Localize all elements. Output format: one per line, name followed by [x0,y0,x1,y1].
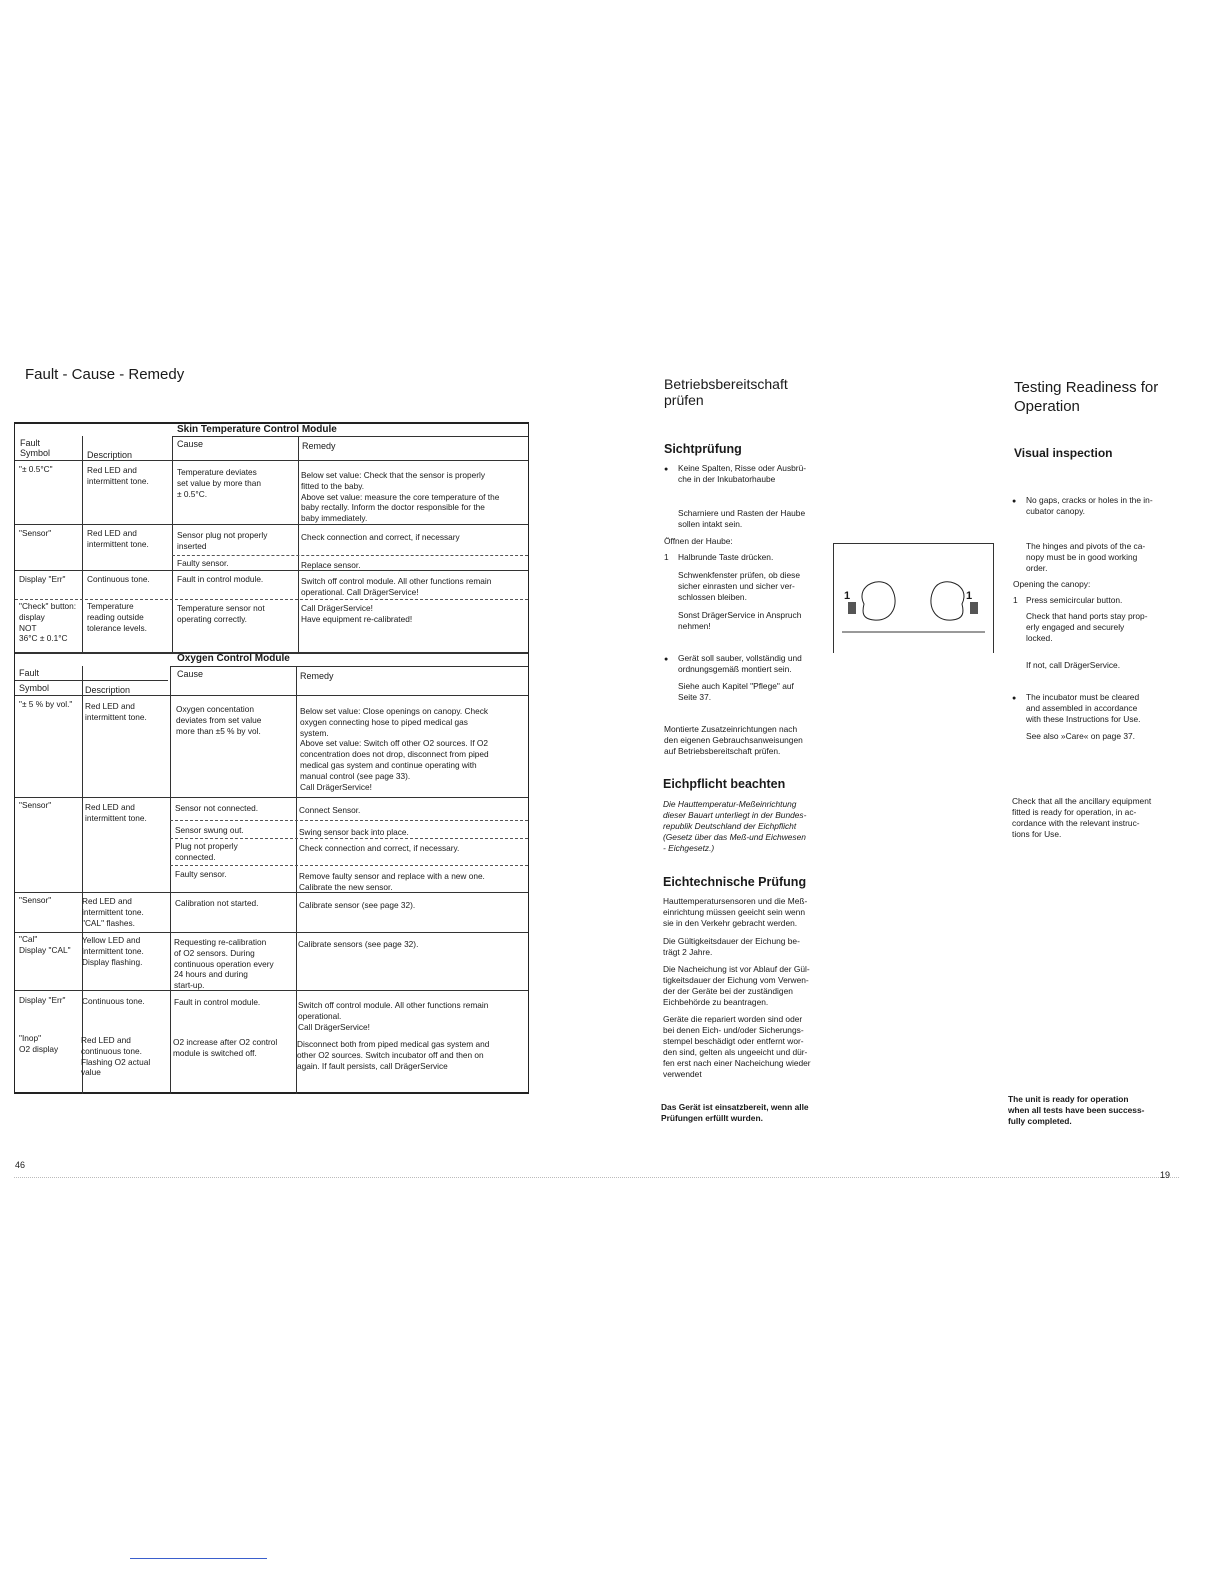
scan-dotted-line [14,1177,1179,1178]
oxygen-row-8-description: Continuous tone. [82,996,145,1006]
english-hinges-text: The hinges and pivots of the ca- nopy must be in good working order. [1026,541,1146,573]
oxygen-row-6-remedy: Calibrate sensor (see page 32). [299,900,416,910]
skin-row-1-remedy: Below set value: Check that the sensor is properly fitted to the baby. Above set value: measure the core temperature of the baby rectally. Inform the doctor responsible for the baby immediately. [301,470,500,524]
skin-row-2-description: Red LED and intermittent tone. [87,528,149,549]
hand-port-left-icon [862,582,895,620]
skin-row-4-cause: Fault in control module. [177,574,264,584]
english-step-1-check: Check that hand ports stay prop- erly engaged and securely locked. [1026,611,1148,643]
english-bullet-1: ● No gaps, cracks or holes in the in- cubator canopy. [1026,495,1153,517]
oxygen-row-9-remedy: Disconnect both from piped medical gas system and other O2 sources. Switch incubator off and then on again. If fault persists, call DrägerService [297,1039,490,1071]
oxygen-row-2-description: Red LED and intermittent tone. [85,802,147,823]
english-title: Testing Readiness for Operation [1014,379,1159,415]
right-page-number: 19 [1160,1170,1171,1180]
oxygen-row-6-description: Red LED and intermittent tone. "CAL" flashes. [82,896,144,928]
header-remedy: Remedy [302,441,336,451]
skin-row-1-description: Red LED and intermittent tone. [87,465,149,486]
eichtechnische-p2: Die Gültigkeitsdauer der Eichung be- trägt 2 Jahre. [663,936,800,957]
skin-row-3-remedy: Replace sensor. [301,560,361,570]
left-page-number: 46 [15,1160,26,1170]
skin-row-4-remedy: Switch off control module. All other functions remain operational. Call DrägerService! [301,576,492,597]
skin-row-1-cause: Temperature deviates set value by more than ± 0.5°C. [177,467,261,499]
oxygen-row-2-symbol: "Sensor" [19,800,52,810]
figure-label-right: 1 [966,590,973,602]
skin-row-4-symbol: Display "Err" [19,574,66,584]
skin-row-2-cause: Sensor plug not properly inserted [177,530,268,551]
oxygen-row-7-symbol: "Cal" Display "CAL" [19,934,71,955]
german-see-care: Siehe auch Kapitel "Pflege" auf Seite 37. [678,681,794,702]
german-ready-text: Das Gerät ist einsatzbereit, wenn alle Prüfungen erfüllt wurden. [661,1102,809,1123]
oxygen-row-4-remedy: Check connection and correct, if necessary. [299,843,460,853]
oxygen-row-1-cause: Oxygen concentation deviates from set value more than ±5 % by vol. [176,704,262,736]
english-ready-text: The unit is ready for operation when all tests have been success- fully completed. [1008,1094,1145,1126]
oxygen-row-8-remedy: Switch off control module. All other functions remain operational. Call DrägerService! [298,1000,489,1032]
hand-port-right-icon [931,582,964,620]
oxygen-row-2-cause: Sensor not connected. [175,803,259,813]
german-bullet-2: ● Gerät soll sauber, vollständig und ordnungsgemäß montiert sein. [678,653,802,675]
page-title: Fault - Cause - Remedy [25,366,185,383]
oxygen-row-8-cause: Fault in control module. [174,997,261,1007]
header-remedy: Remedy [300,671,334,681]
english-bullet-2: ● The incubator must be cleared and assembled in accordance with these Instructions for Use. [1026,692,1141,725]
english-ancillary-text: Check that all the ancillary equipment fitted is ready for operation, in ac- cordance with the relevant instruc- tions for Use. [1012,796,1152,839]
skin-row-1-symbol: "± 0.5°C" [19,464,53,474]
skin-row-5-description: Temperature reading outside tolerance levels. [87,601,147,633]
german-step-1-check: Schwenkfenster prüfen, ob diese sicher einrasten und sicher ver- schlossen bleiben. [678,570,800,602]
oxygen-row-6-cause: Calibration not started. [175,898,259,908]
oxygen-row-5-cause: Faulty sensor. [175,869,227,879]
german-step-1-service: Sonst DrägerService in Anspruch nehmen! [678,610,802,631]
eichtechnische-heading: Eichtechnische Prüfung [663,875,807,889]
skin-row-2-symbol: "Sensor" [19,528,52,538]
button-left-icon [848,602,856,614]
footer-line [130,1558,267,1559]
header-symbol: Symbol [19,683,50,693]
oxygen-row-3-remedy: Swing sensor back into place. [299,827,409,837]
skin-section-title: Skin Temperature Control Module [177,424,337,435]
oxygen-section-title: Oxygen Control Module [177,653,290,664]
oxygen-row-8-symbol: Display "Err" [19,995,66,1005]
skin-row-3-cause: Faulty sensor. [177,558,229,568]
german-bullet-1: ● Keine Spalten, Risse oder Ausbrü- che in der Inkubatorhaube [678,463,806,485]
german-hinges-text: Scharniere und Rasten der Haube sollen intakt sein. [678,508,806,529]
oxygen-row-9-symbol: "Inop" O2 display [19,1033,59,1054]
eichtechnische-p1: Hauttemperatursensoren und die Meß- einrichtung müssen geeicht sein wenn sie in den Verkehr gebracht werden. [663,896,808,928]
oxygen-row-9-description: Red LED and continuous tone. Flashing O2 actual value [81,1035,151,1078]
fault-cause-remedy-table [14,422,529,1094]
german-title: Betriebsbereitschaft prüfen [664,376,788,408]
figure-label-left: 1 [844,590,851,602]
header-cause: Cause [177,439,204,449]
german-open-canopy-label: Öffnen der Haube: [664,536,733,546]
skin-row-2-remedy: Check connection and correct, if necessary [301,532,460,542]
header-fault: Fault [20,438,41,448]
header-description: Description [87,450,133,460]
eichtechnische-p3: Die Nacheichung ist vor Ablauf der Gül- tigkeitsdauer der Eichung vom Verwen- der der Geräte bei der zuständigen Eichbehörde zu beantragen. [663,964,810,1007]
header-fault: Fault [19,668,40,678]
oxygen-row-7-description: Yellow LED and intermittent tone. Display flashing. [82,935,144,967]
english-step-1: Press semicircular button. [1026,595,1123,605]
visual-inspection-heading: Visual inspection [1014,446,1113,460]
eichtechnische-p4: Geräte die repariert worden sind oder bei denen Eich- und/oder Sicherungs- stempel beschädigt oder entfernt wor- den sind, gelten als ungeeicht und dür- fen erst nach einer Nacheichung wieder verwendet [663,1014,811,1079]
oxygen-row-2-remedy: Connect Sensor. [299,805,361,815]
oxygen-row-7-cause: Requesting re-calibration of O2 sensors. During continuous operation every 24 hours and during start-up. [174,937,274,991]
skin-row-5-cause: Temperature sensor not operating correctly. [177,603,265,624]
oxygen-row-3-cause: Sensor swung out. [175,825,244,835]
english-open-canopy-label: Opening the canopy: [1013,579,1091,589]
eichpflicht-text: Die Hauttemperatur-Meßeinrichtung dieser Bauart unterliegt in der Bundes- republik Deutschland der Eichpflicht (Gesetz über das Meß-und Eichwesen - Eichgesetz.) [663,799,807,853]
english-see-care: See also »Care« on page 37. [1026,731,1135,741]
oxygen-row-4-cause: Plug not properly connected. [175,841,238,862]
button-right-icon [970,602,978,614]
canopy-figure [833,543,994,653]
eichpflicht-heading: Eichpflicht beachten [663,777,786,791]
oxygen-row-7-remedy: Calibrate sensors (see page 32). [298,939,419,949]
skin-row-5-remedy: Call DrägerService! Have equipment re-calibrated! [301,603,413,624]
oxygen-row-1-remedy: Below set value: Close openings on canopy. Check oxygen connecting hose to piped medical gas system. Above set value: Switch off other O2 sources. If O2 concentration does not drop, disconnect from piped medical gas system and continue operating with manual control (see page 33). Call DrägerService! [300,706,489,792]
oxygen-row-5-remedy: Remove faulty sensor and replace with a new one. Calibrate the new sensor. [299,871,485,892]
german-ancillary-text: Montierte Zusatzeinrichtungen nach den eigenen Gebrauchsanweisungen auf Betriebsbereitschaft prüfen. [664,724,803,756]
oxygen-row-1-description: Red LED and intermittent tone. [85,701,147,722]
header-description: Description [85,685,131,695]
skin-row-4-description: Continuous tone. [87,574,150,584]
sichtpruefung-heading: Sichtprüfung [664,442,742,456]
header-symbol: Symbol [20,448,51,458]
oxygen-row-9-cause: O2 increase after O2 control module is switched off. [173,1037,278,1058]
english-if-not: If not, call DrägerService. [1026,660,1121,670]
skin-row-5-symbol: "Check" button: display NOT 36°C ± 0.1°C [19,601,77,644]
german-step-1: Halbrunde Taste drücken. [678,552,774,562]
oxygen-row-6-symbol: "Sensor" [19,895,52,905]
header-cause: Cause [177,669,204,679]
oxygen-row-1-symbol: "± 5 % by vol." [19,699,73,709]
